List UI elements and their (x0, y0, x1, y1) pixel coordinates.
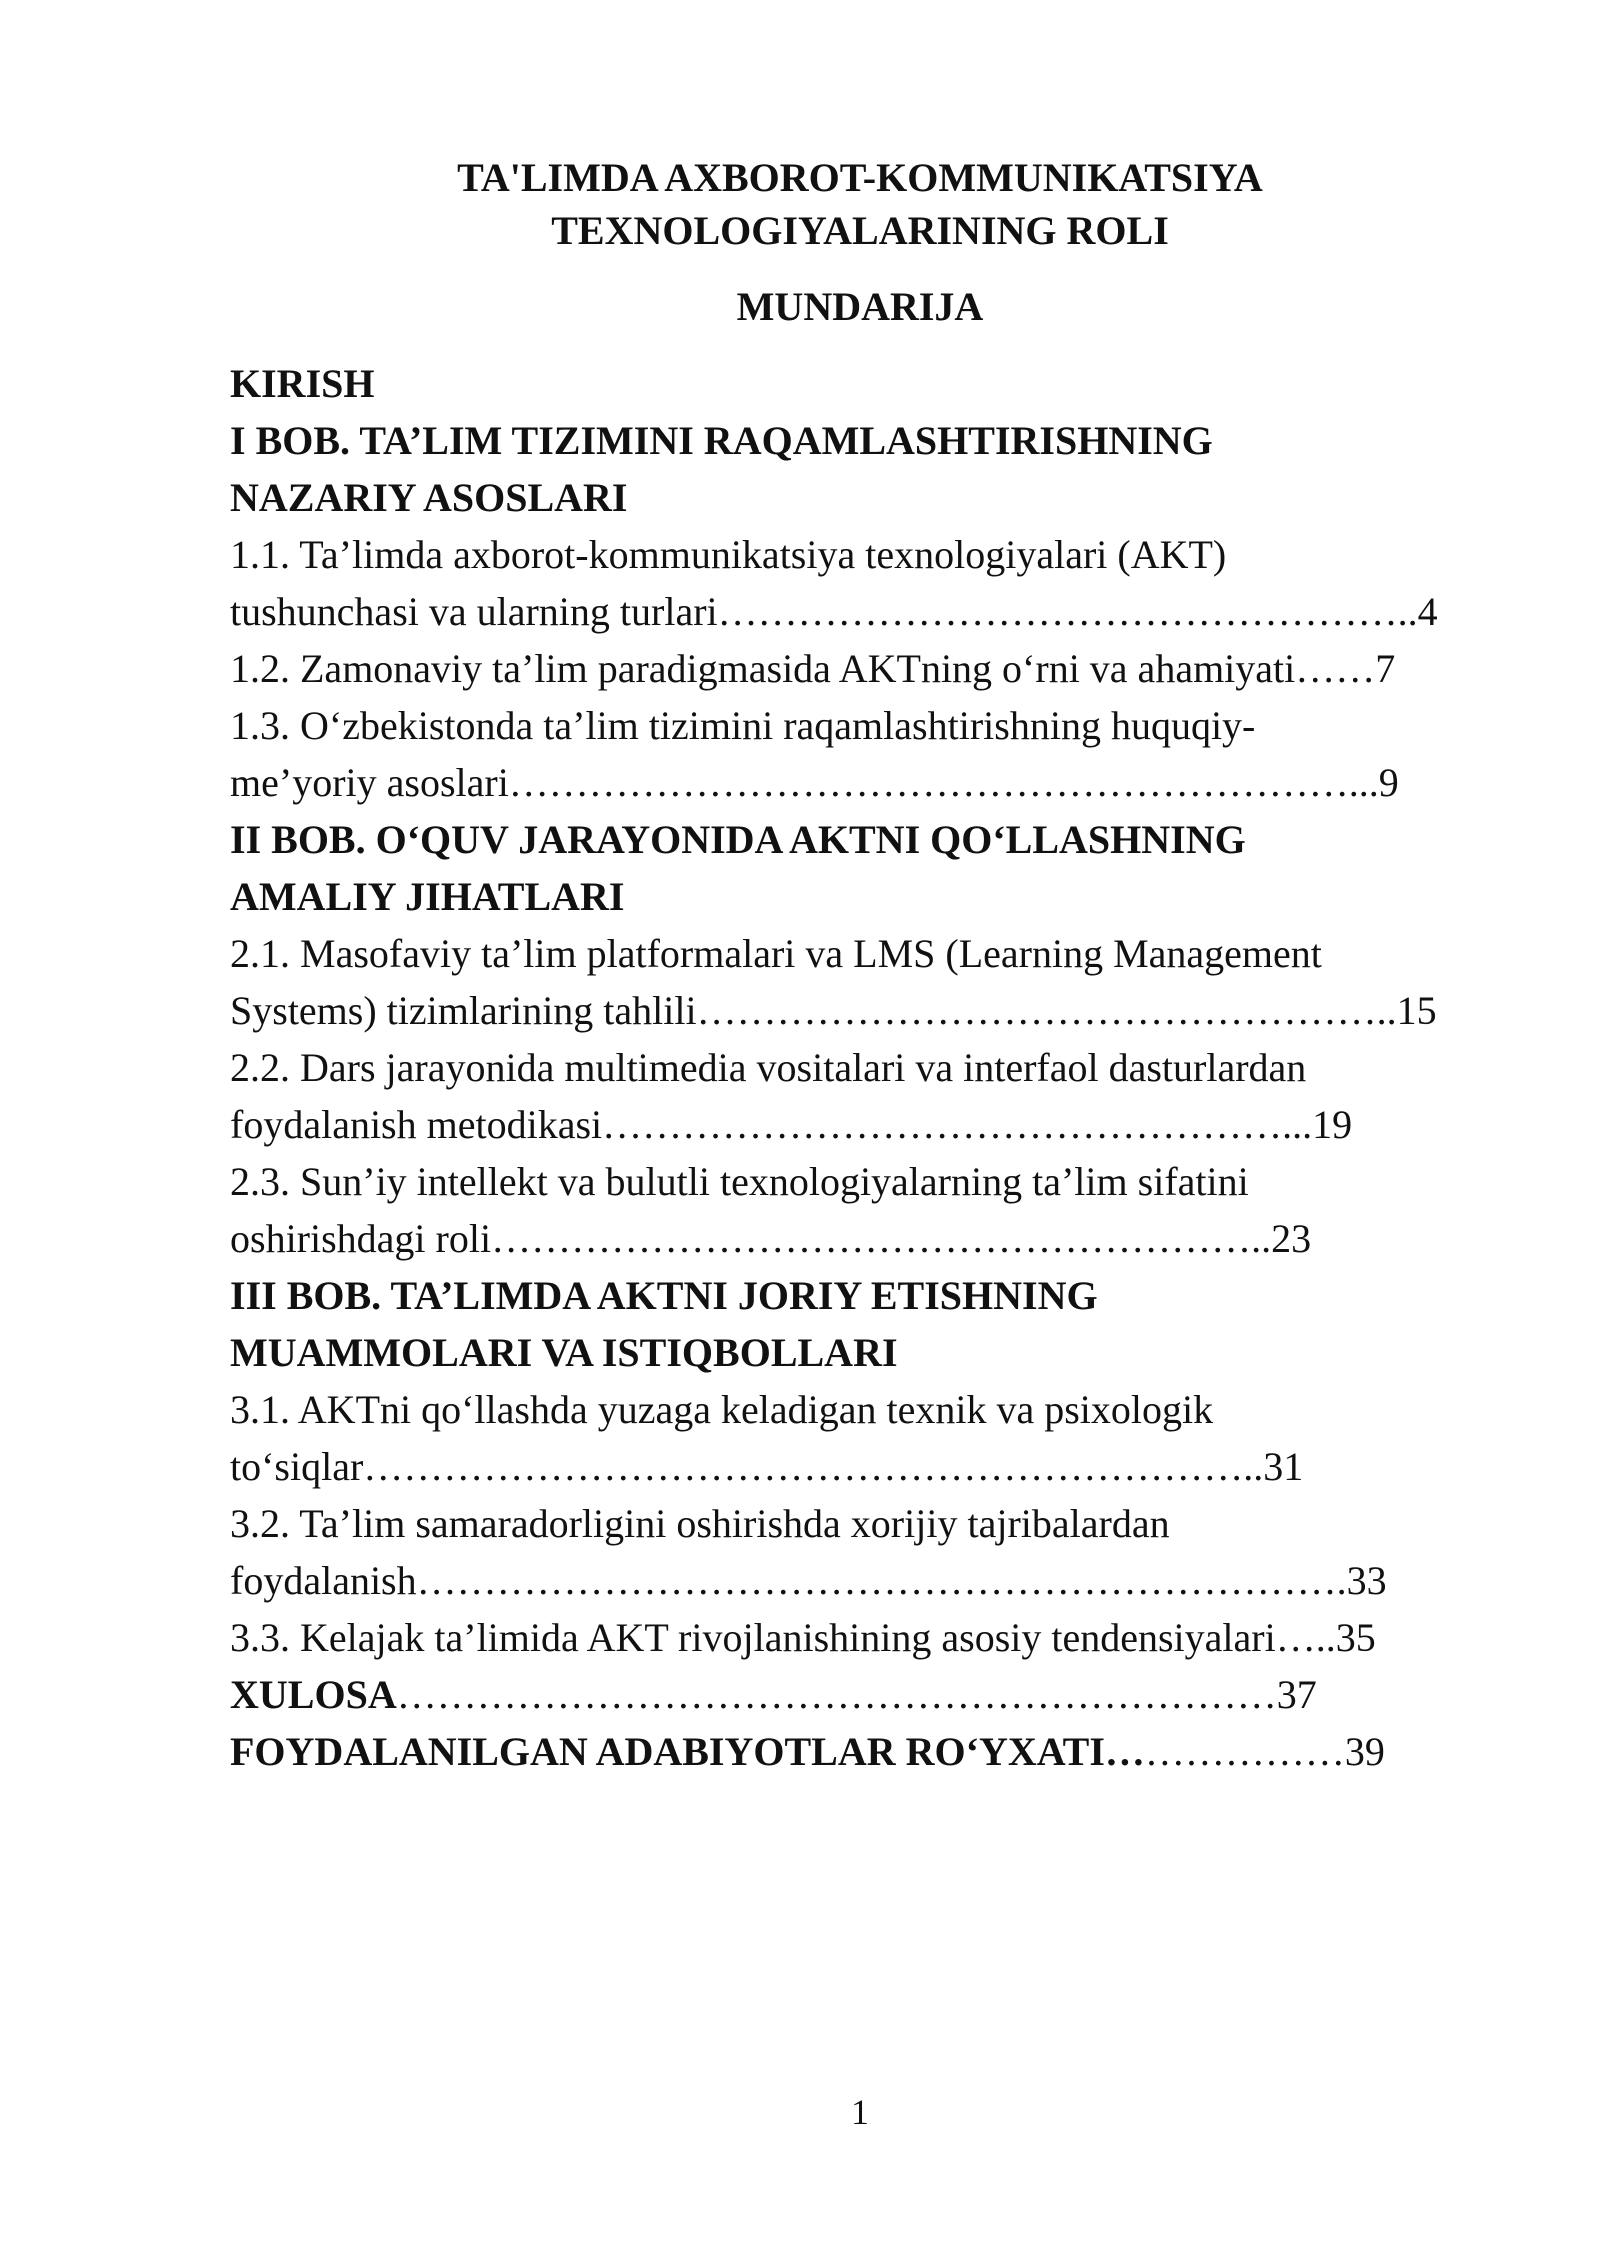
toc-chapter-1-heading: I BOB. TA’LIM TIZIMINI RAQAMLASHTIRISHNING (230, 418, 1213, 463)
toc-section-2-2-continued: foydalanish metodikasi……………………………………………...19 (230, 1102, 1353, 1147)
toc-introduction: KIRISH (230, 361, 375, 406)
toc-conclusion-page: …………………………………………………………37 (396, 1672, 1317, 1717)
toc-section-3-3: 3.3. Kelajak ta’limida AKT rivojlanishining asosiy tendensiyalari…..35 (230, 1615, 1376, 1660)
toc-chapter-1-heading-continued: NAZARIY ASOSLARI (230, 475, 628, 520)
toc-section-1-2: 1.2. Zamonaviy ta’lim paradigmasida AKTning o‘rni va ahamiyati……7 (230, 646, 1396, 691)
toc-section-2-3: 2.3. Sun’iy intellekt va bulutli texnologiyalarning ta’lim sifatini (230, 1159, 1249, 1204)
toc-section-1-1: 1.1. Ta’limda axborot-kommunikatsiya texnologiyalari (AKT) (230, 532, 1227, 577)
toc-section-1-3-continued: me’yoriy asoslari………………………………………………………...9 (230, 760, 1399, 805)
document-title-line-1: TA'LIMDA AXBOROT-KOMMUNIKATSIYA (457, 155, 1263, 200)
toc-section-2-1: 2.1. Masofaviy ta’lim platformalari va LMS (Learning Management (230, 931, 1322, 976)
toc-conclusion (230, 1666, 1490, 1723)
toc-chapter-2-heading-continued: AMALIY JIHATLARI (230, 874, 625, 919)
toc-chapter-2-heading: II BOB. O‘QUV JARAYONIDA AKTNI QO‘LLASHNING (230, 817, 1246, 862)
toc-section-2-2: 2.2. Dars jarayonida multimedia vositalari va interfaol dasturlardan (230, 1045, 1307, 1090)
toc-section-1-3: 1.3. O‘zbekistonda ta’lim tizimini raqamlashtirishning huquqiy- (230, 703, 1256, 748)
toc-section-3-1: 3.1. AKTni qo‘llashda yuzaga keladigan texnik va psixologik (230, 1387, 1214, 1432)
page-number: 1 (851, 2092, 869, 2132)
contents-heading: MUNDARIJA (736, 284, 984, 329)
toc-section-1-1-continued: tushunchasi va ularning turlari……………………………………………..4 (230, 589, 1438, 634)
toc-conclusion-label: XULOSA (230, 1672, 397, 1717)
toc-chapter-3-heading: III BOB. TA’LIMDA AKTNI JORIY ETISHNING (230, 1273, 1098, 1318)
toc-references-label: FOYDALANILGAN ADABIYOTLAR RO‘YXATI… (230, 1729, 1145, 1774)
document-title-line-2: TEXNOLOGIYALARINING ROLI (551, 208, 1169, 253)
toc-section-2-3-continued: oshirishdagi roli…………………………………………………..23 (230, 1216, 1312, 1261)
toc-references-page: ……………39 (1144, 1729, 1385, 1774)
toc-section-3-2-continued: foydalanish…………………………………………………………….33 (230, 1558, 1387, 1603)
toc-section-3-1-continued: to‘siqlar…………………………………………………………..31 (230, 1444, 1304, 1489)
toc-chapter-3-heading-continued: MUAMMOLARI VA ISTIQBOLLARI (230, 1330, 898, 1375)
toc-references (230, 1723, 1490, 1780)
toc-section-2-1-continued: Systems) tizimlarining tahlili……………………………………………..15 (230, 988, 1437, 1033)
table-of-contents (230, 355, 1490, 1780)
toc-section-3-2: 3.2. Ta’lim samaradorligini oshirishda xorijiy tajribalardan (230, 1501, 1170, 1546)
